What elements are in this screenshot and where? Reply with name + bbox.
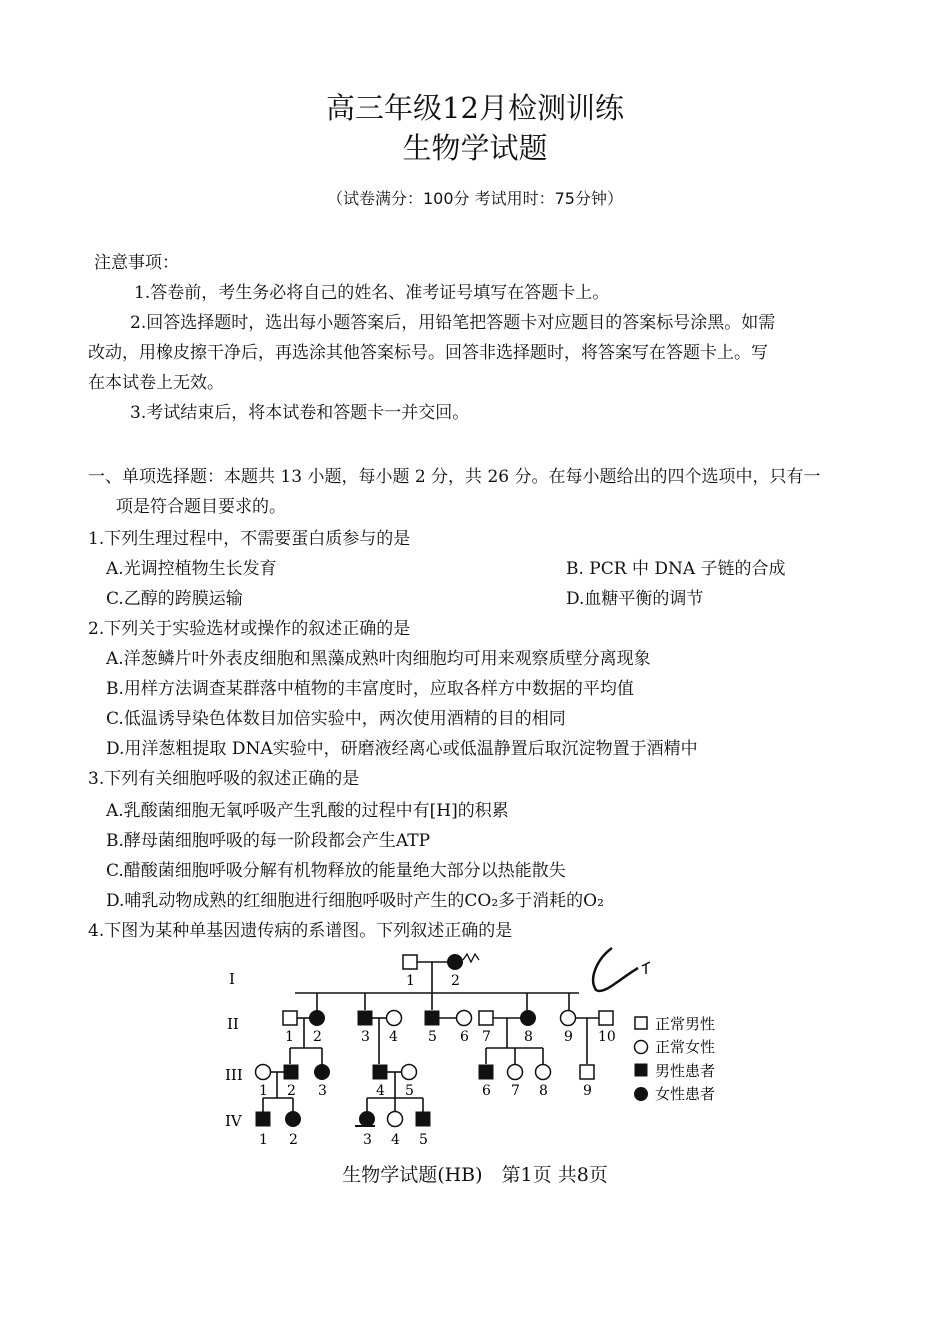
pedigree-affected-male [373, 1065, 387, 1079]
pedigree-normal-female [457, 1011, 472, 1026]
notice-item-2-cont: 改动，用橡皮擦干净后，再选涂其他答案标号。回答非选择题时，将答案写在答题卡上。写 [88, 343, 768, 363]
gen-label-2: II [227, 1015, 239, 1033]
pedigree-affected-male [284, 1065, 298, 1079]
notice-item-3: 3.考试结束后，将本试卷和答题卡一并交回。 [130, 403, 470, 423]
pedigree-affected-male [479, 1065, 493, 1079]
subject-title: 生物学试题 [402, 131, 548, 165]
gen4-label: 1 [259, 1132, 268, 1148]
pedigree-affected-female [360, 1112, 375, 1127]
pedigree-normal-male [580, 1065, 594, 1079]
gen2-label: 3 [361, 1029, 370, 1045]
pedigree-normal-male [403, 955, 417, 969]
exam-info: （试卷满分：100分 考试用时：75分钟） [327, 189, 623, 208]
notice-heading: 注意事项： [94, 253, 179, 273]
question-2-option-c: C.低温诱导染色体数目加倍实验中，两次使用酒精的目的相同 [106, 709, 566, 729]
gen1-label: 1 [406, 973, 415, 989]
gen2-label: 7 [482, 1029, 491, 1045]
notice-item-2-end: 在本试卷上无效。 [88, 373, 224, 393]
pedigree-normal-female [508, 1065, 523, 1080]
page-footer: 生物学试题(HB) 第1页 共8页 [342, 1164, 608, 1186]
pedigree-normal-female [388, 1112, 403, 1127]
question-3-option-c: C.醋酸菌细胞呼吸分解有机物释放的能量绝大部分以热能散失 [106, 861, 566, 881]
gen2-label: 2 [313, 1029, 322, 1045]
gen4-label: 4 [391, 1132, 400, 1148]
gen3-label: 9 [583, 1083, 592, 1099]
pedigree-normal-male [283, 1011, 297, 1025]
legend-affected-male: 男性患者 [655, 1062, 716, 1080]
legend-normal-female: 正常女性 [655, 1038, 716, 1056]
pedigree-chart [215, 940, 755, 1150]
question-1-option-d: D.血糖平衡的调节 [566, 589, 704, 609]
legend-normal-male-icon [635, 1017, 647, 1029]
section-heading-cont: 项是符合题目要求的。 [116, 497, 286, 517]
question-3-option-d: D.哺乳动物成熟的红细胞进行细胞呼吸时产生的CO₂多于消耗的O₂ [106, 891, 604, 911]
pedigree-normal-female [536, 1065, 551, 1080]
pedigree-affected-female [286, 1112, 301, 1127]
pedigree-affected-male [256, 1112, 270, 1126]
pen-squiggle [463, 954, 479, 962]
legend-affected-male-icon [635, 1064, 647, 1076]
question-3-stem: 3.下列有关细胞呼吸的叙述正确的是 [88, 769, 360, 789]
exam-title: 高三年级12月检测训练 [326, 91, 624, 125]
gen2-label: 8 [524, 1029, 533, 1045]
question-3-option-b: B.酵母菌细胞呼吸的每一阶段都会产生ATP [106, 831, 431, 851]
question-3-option-a: A.乳酸菌细胞无氧呼吸产生乳酸的过程中有[H]的积累 [106, 801, 509, 821]
pedigree-normal-male [599, 1011, 613, 1025]
pedigree-normal-female [387, 1011, 402, 1026]
pedigree-normal-female [402, 1065, 417, 1080]
notice-item-2: 2.回答选择题时，选出每小题答案后，用铅笔把答题卡对应题目的答案标号涂黑。如需 [130, 313, 776, 333]
pedigree-affected-male [358, 1011, 372, 1025]
pedigree-affected-female [448, 955, 463, 970]
question-2-option-a: A.洋葱鳞片叶外表皮细胞和黑藻成熟叶肉细胞均可用来观察质壁分离现象 [106, 649, 651, 669]
question-2-stem: 2.下列关于实验选材或操作的叙述正确的是 [88, 619, 411, 639]
gen4-label: 5 [419, 1132, 428, 1148]
gen3-label: 1 [259, 1083, 268, 1099]
question-1-stem: 1.下列生理过程中，不需要蛋白质参与的是 [88, 529, 411, 549]
pedigree-normal-female [561, 1011, 576, 1026]
question-4-stem: 4.下图为某种单基因遗传病的系谱图。下列叙述正确的是 [88, 921, 513, 941]
pedigree-normal-male [479, 1011, 493, 1025]
pedigree-affected-female [310, 1011, 325, 1026]
legend-normal-female-icon [635, 1041, 648, 1054]
gen-label-3: III [225, 1066, 243, 1084]
gen3-label: 2 [287, 1083, 296, 1099]
notice-item-1: 1.答卷前，考生务必将自己的姓名、准考证号填写在答题卡上。 [134, 283, 610, 303]
gen3-label: 6 [482, 1083, 491, 1099]
gen4-label: 3 [363, 1132, 372, 1148]
gen3-label: 5 [405, 1083, 414, 1099]
pedigree-affected-male [416, 1112, 430, 1126]
gen4-label: 2 [289, 1132, 298, 1148]
gen1-label: 2 [451, 973, 460, 989]
gen3-label: 7 [511, 1083, 520, 1099]
pedigree-affected-female [315, 1065, 330, 1080]
pedigree-normal-female [256, 1065, 271, 1080]
gen-label-4: IV [225, 1112, 242, 1130]
gen2-label: 4 [389, 1029, 398, 1045]
gen-label-1: I [229, 970, 235, 988]
question-1-option-a: A.光调控植物生长发育 [106, 559, 277, 579]
legend-affected-female: 女性患者 [655, 1085, 716, 1103]
gen3-label: 4 [376, 1083, 385, 1099]
question-2-option-d: D.用洋葱粗提取 DNA实验中，研磨液经离心或低温静置后取沉淀物置于酒精中 [106, 739, 698, 759]
gen2-label: 9 [564, 1029, 573, 1045]
question-1-option-b: B. PCR 中 DNA 子链的合成 [566, 559, 786, 579]
question-2-option-b: B.用样方法调查某群落中植物的丰富度时，应取各样方中数据的平均值 [106, 679, 634, 699]
legend-normal-male: 正常男性 [655, 1015, 716, 1033]
gen3-label: 8 [539, 1083, 548, 1099]
pedigree-affected-male [425, 1011, 439, 1025]
question-1-option-c: C.乙醇的跨膜运输 [106, 589, 243, 609]
gen2-label: 1 [285, 1029, 294, 1045]
section-heading: 一、单项选择题：本题共 13 小题，每小题 2 分，共 26 分。在每小题给出的四个选项中，只有一 [88, 467, 821, 487]
gen2-label: 6 [460, 1029, 469, 1045]
gen2-label: 10 [598, 1029, 616, 1045]
gen3-label: 3 [318, 1083, 327, 1099]
gen2-label: 5 [428, 1029, 437, 1045]
legend-affected-female-icon [635, 1088, 648, 1101]
pedigree-affected-female [521, 1011, 536, 1026]
